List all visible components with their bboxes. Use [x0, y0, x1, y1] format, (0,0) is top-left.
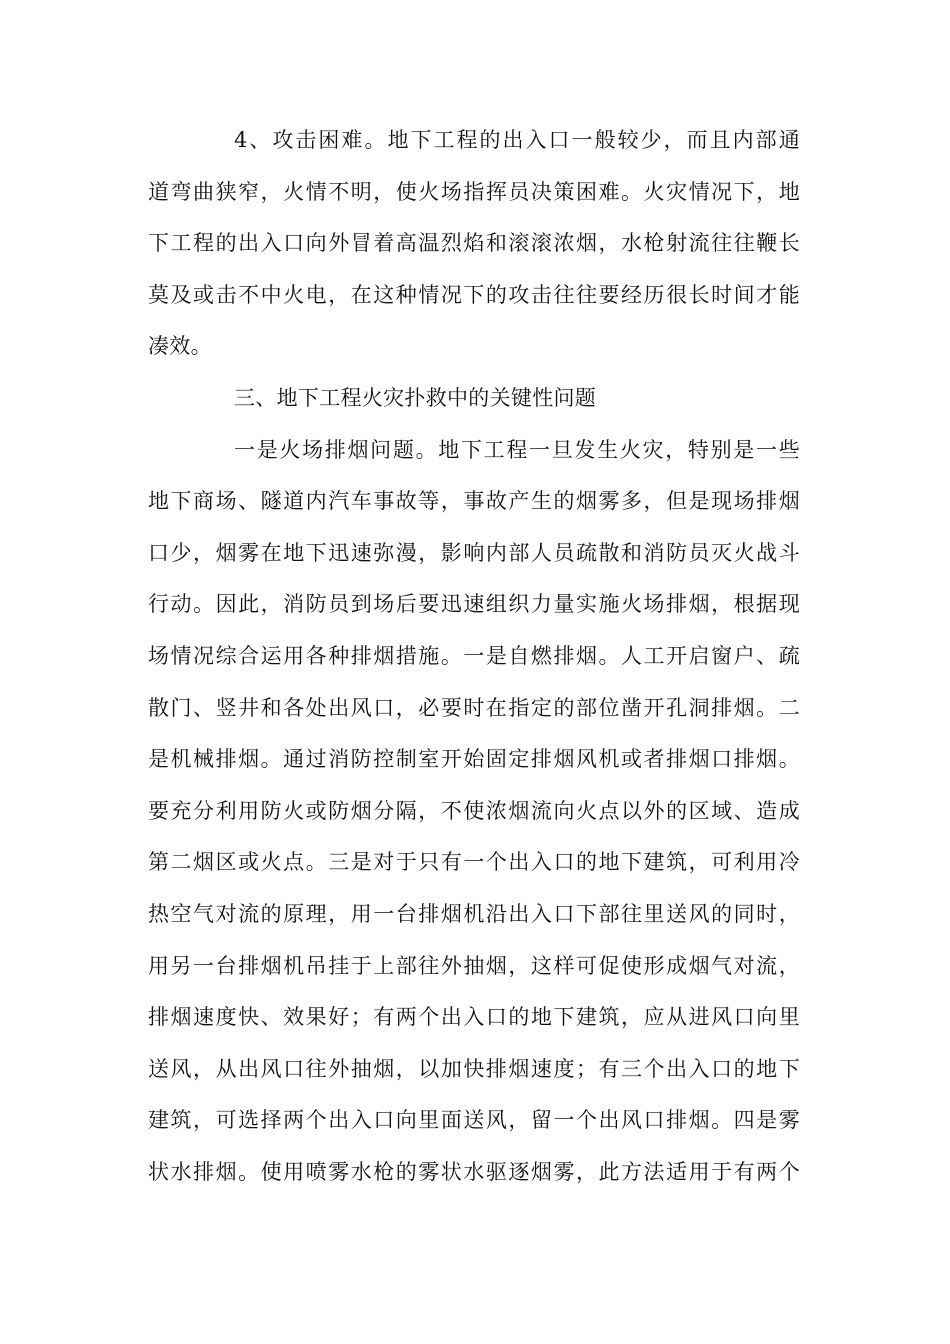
paragraph-smoke-exhaust-line-11: 用另一台排烟机吊挂于上部往外抽烟，这样可促使形成烟气对流， [148, 953, 800, 978]
paragraph-smoke-exhaust-line-4: 行动。因此，消防员到场后要迅速组织力量实施火场排烟，根据现 [148, 592, 800, 617]
paragraph-attack-difficulty-line-1: 4、攻击困难。地下工程的出入口一般较少，而且内部通 [234, 128, 800, 152]
paragraph-smoke-exhaust-line-1: 一是火场排烟问题。地下工程一旦发生火灾，特别是一些 [234, 437, 800, 462]
paragraph-attack-difficulty-line-5: 凑效。 [148, 334, 212, 359]
paragraph-smoke-exhaust-line-3: 口少，烟雾在地下迅速弥漫，影响内部人员疏散和消防员灭火战斗 [148, 540, 800, 565]
paragraph-attack-difficulty-line-4: 莫及或击不中火电，在这种情况下的攻击往往要经历很长时间才能 [148, 282, 800, 307]
paragraph-smoke-exhaust-line-14: 建筑，可选择两个出入口向里面送风，留一个出风口排烟。四是雾 [148, 1108, 800, 1133]
paragraph-smoke-exhaust-line-7: 是机械排烟。通过消防控制室开始固定排烟风机或者排烟口排烟。 [148, 747, 800, 772]
section-heading-key-issues: 三、地下工程火灾扑救中的关键性问题 [234, 385, 597, 410]
paragraph-smoke-exhaust-line-2: 地下商场、隧道内汽车事故等，事故产生的烟雾多，但是现场排烟 [148, 489, 800, 514]
paragraph-smoke-exhaust-line-6: 散门、竖井和各处出风口，必要时在指定的部位凿开孔洞排烟。二 [148, 695, 800, 720]
paragraph-attack-difficulty-line-3: 下工程的出入口向外冒着高温烈焰和滚滚浓烟，水枪射流往往鞭长 [148, 231, 800, 256]
paragraph-smoke-exhaust-line-15: 状水排烟。使用喷雾水枪的雾状水驱逐烟雾，此方法适用于有两个 [148, 1159, 800, 1184]
paragraph-smoke-exhaust-line-13: 送风，从出风口往外抽烟，以加快排烟速度；有三个出入口的地下 [148, 1056, 800, 1081]
paragraph-smoke-exhaust-line-9: 第二烟区或火点。三是对于只有一个出入口的地下建筑，可利用冷 [148, 850, 800, 875]
paragraph-smoke-exhaust-line-5: 场情况综合运用各种排烟措施。一是自燃排烟。人工开启窗户、疏 [148, 643, 800, 668]
paragraph-smoke-exhaust-line-10: 热空气对流的原理，用一台排烟机沿出入口下部往里送风的同时， [148, 901, 800, 926]
paragraph-smoke-exhaust-line-8: 要充分利用防火或防烟分隔，不使浓烟流向火点以外的区域、造成 [148, 798, 800, 823]
paragraph-attack-difficulty-line-2: 道弯曲狭窄，火情不明，使火场指挥员决策困难。火灾情况下，地 [148, 179, 800, 204]
document-body [148, 115, 800, 1198]
paragraph-smoke-exhaust-line-12: 排烟速度快、效果好；有两个出入口的地下建筑，应从进风口向里 [148, 1005, 800, 1030]
